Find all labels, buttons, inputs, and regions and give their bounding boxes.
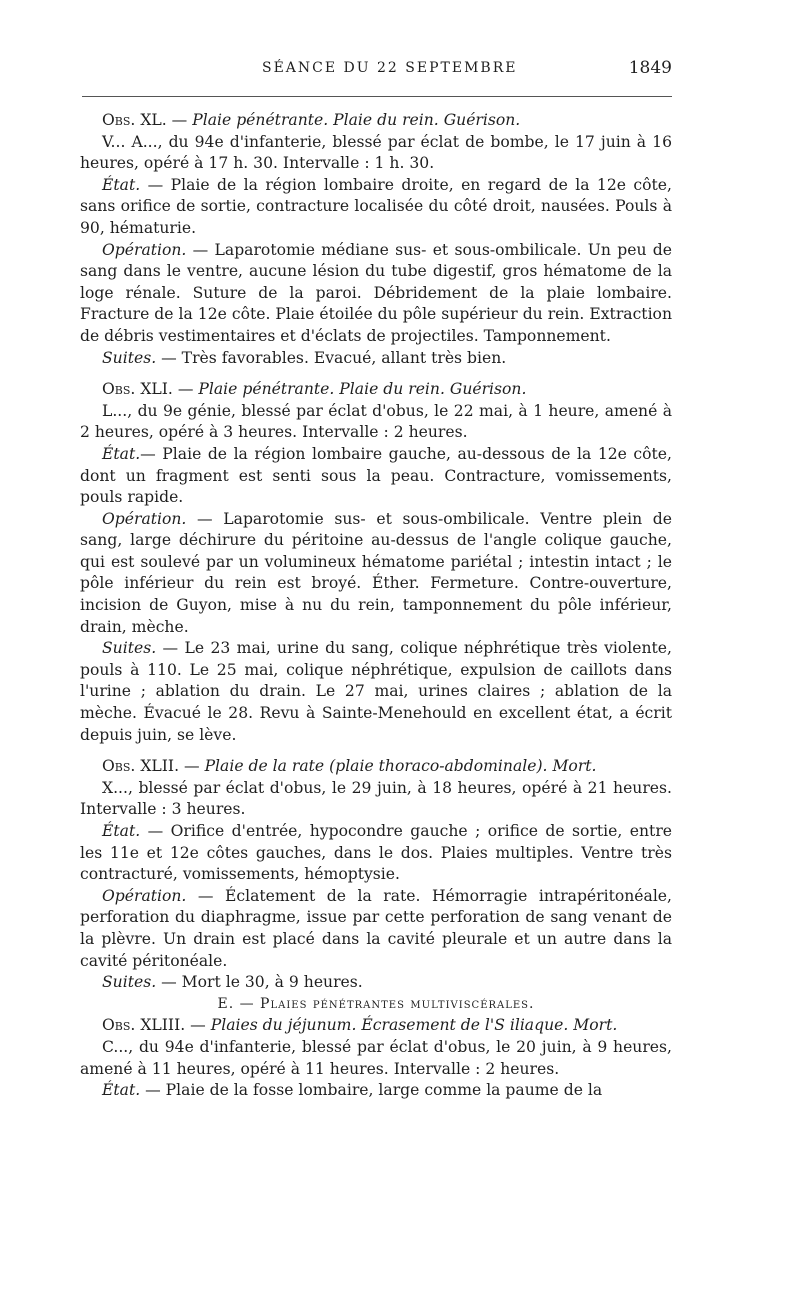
section-e-heading: E. — Plaies pénétrantes multiviscérales. <box>217 995 535 1012</box>
page-number: 1849 <box>628 58 672 78</box>
obs-42-intro: X..., blessé par éclat d'obus, le 29 juin, à 18 heures, opéré à 21 heures. Intervalle : 3 heures. <box>80 778 672 819</box>
obs-41-suites-label: Suites. <box>102 639 157 658</box>
page-header <box>82 58 672 86</box>
running-title: SÉANCE DU 22 SEPTEMBRE <box>262 60 518 76</box>
obs-41-intro: L..., du 9e génie, blessé par éclat d'obus, le 22 mai, à 1 heure, amené à 2 heures, opéré à 3 heures. Intervalle : 2 heures. <box>80 401 672 442</box>
obs-42-operation-text: — Éclatement de la rate. Hémorragie intrapéritonéale, perforation du diaphragme, issue par cette perforation de sang venant de la plèvre. Un drain est placé dans la cavité pleurale et un autre dans la cavité péritonéale. <box>80 886 672 970</box>
obs-42-etat-label: État. <box>102 822 141 840</box>
obs-43-etat <box>80 1080 672 1102</box>
obs-41-etat-text: — Plaie de la région lombaire gauche, au-dessous de la 12e côte, dont un fragment est senti sous la peau. Contracture, vomissements, pouls rapide. <box>80 444 672 507</box>
obs-40-heading <box>80 110 672 132</box>
obs-40-title: Plaie pénétrante. Plaie du rein. Guérison. <box>192 111 521 129</box>
obs-40-etat <box>80 175 672 240</box>
obs-40-intro: V... A..., du 94e d'infanterie, blessé par éclat de bombe, le 17 juin à 16 heures, opéré à 17 h. 30. Intervalle : 1 h. 30. <box>80 132 672 173</box>
obs-43-etat-label: État. <box>102 1081 141 1100</box>
obs-41-operation-text: — Laparotomie sus- et sous-ombilicale. Ventre plein de sang, large déchirure du péritoine au-dessus de l'angle colique gauche, qui est soulevé par un volumineux hématome pariétal ; intestin intact ; le pôle inférieur du rein est broyé. Éther. Fermeture. Contre-ouverture, incision de Guyon, mise à nu du rein, tamponnement du pôle inférieur, drain, mèche. <box>80 509 672 636</box>
obs-42-operation <box>80 886 672 972</box>
obs-42-operation-label: Opération. <box>102 886 187 905</box>
obs-41-suites <box>80 638 672 746</box>
obs-40-suites-label: Suites. <box>102 348 157 367</box>
obs-41-etat <box>80 444 672 509</box>
obs-41-heading <box>80 379 672 401</box>
obs-42-label: Obs. XLII. — <box>102 757 205 776</box>
obs-42-suites-text: — Mort le 30, à 9 heures. <box>156 973 363 992</box>
header-rule <box>82 96 672 97</box>
obs-42-heading <box>80 756 672 778</box>
obs-41-operation <box>80 509 672 639</box>
obs-40-etat-text: — Plaie de la région lombaire droite, en regard de la 12e côte, sans orifice de sortie, contracture localisée du côté droit, nausées. Pouls à 90, hématurie. <box>80 175 672 237</box>
obs-40-label: Obs. XL. — <box>102 111 193 129</box>
obs-41-title: Plaie pénétrante. Plaie du rein. Guérison. <box>198 380 527 399</box>
body-text <box>80 110 672 1102</box>
obs-40-operation <box>80 240 672 348</box>
obs-42-title: Plaie de la rate (plaie thoraco-abdominale). Mort. <box>204 757 597 776</box>
obs-41-operation-label: Opération. <box>102 509 187 528</box>
obs-42-suites-label: Suites. <box>102 973 157 992</box>
obs-43-label: Obs. XLIII. — <box>102 1016 211 1035</box>
obs-40-operation-text: — Laparotomie médiane sus- et sous-ombilicale. Un peu de sang dans le ventre, aucune lésion du tube digestif, gros hématome de la loge rénale. Suture de la paroi. Débridement de la plaie lombaire. Fracture de la 12e côte. Plaie étoilée du pôle supérieur du rein. Extraction de débris vestimentaires et d'éclats de projectiles. Tamponnement. <box>80 240 672 345</box>
obs-43-heading <box>80 1015 672 1037</box>
obs-41-etat-label: État. <box>102 444 141 463</box>
obs-42-etat <box>80 821 672 886</box>
obs-40-operation-label: Opération. <box>102 240 187 259</box>
obs-43-title: Plaies du jéjunum. Écrasement de l'S iliaque. Mort. <box>210 1016 618 1035</box>
obs-41-suites-text: — Le 23 mai, urine du sang, colique néphrétique très violente, pouls à 110. Le 25 mai, colique néphrétique, expulsion de caillots dans l'urine ; ablation du drain. Le 27 mai, urines claires ; ablation de la mèche. Évacué le 28. Revu à Sainte-Menehould en excellent état, a écrit depuis juin, se lève. <box>80 639 672 744</box>
obs-40-etat-label: État. <box>102 175 141 194</box>
obs-40-suites-text: — Très favorables. Evacué, allant très bien. <box>156 348 507 367</box>
obs-43-etat-text: — Plaie de la fosse lombaire, large comme la paume de la <box>140 1081 603 1100</box>
obs-42-etat-text: — Orifice d'entrée, hypocondre gauche ; orifice de sortie, entre les 11e et 12e côtes gauches, dans le dos. Plaies multiples. Ventre très contracturé, vomissements, hémoptysie. <box>80 822 672 884</box>
obs-43-intro: C..., du 94e d'infanterie, blessé par éclat d'obus, le 20 juin, à 9 heures, amené à 11 heures, opéré à 11 heures. Intervalle : 2 heures. <box>80 1037 672 1078</box>
obs-40-suites <box>80 348 672 370</box>
obs-41-label: Obs. XLI. — <box>102 380 199 399</box>
obs-42-suites <box>80 972 672 994</box>
